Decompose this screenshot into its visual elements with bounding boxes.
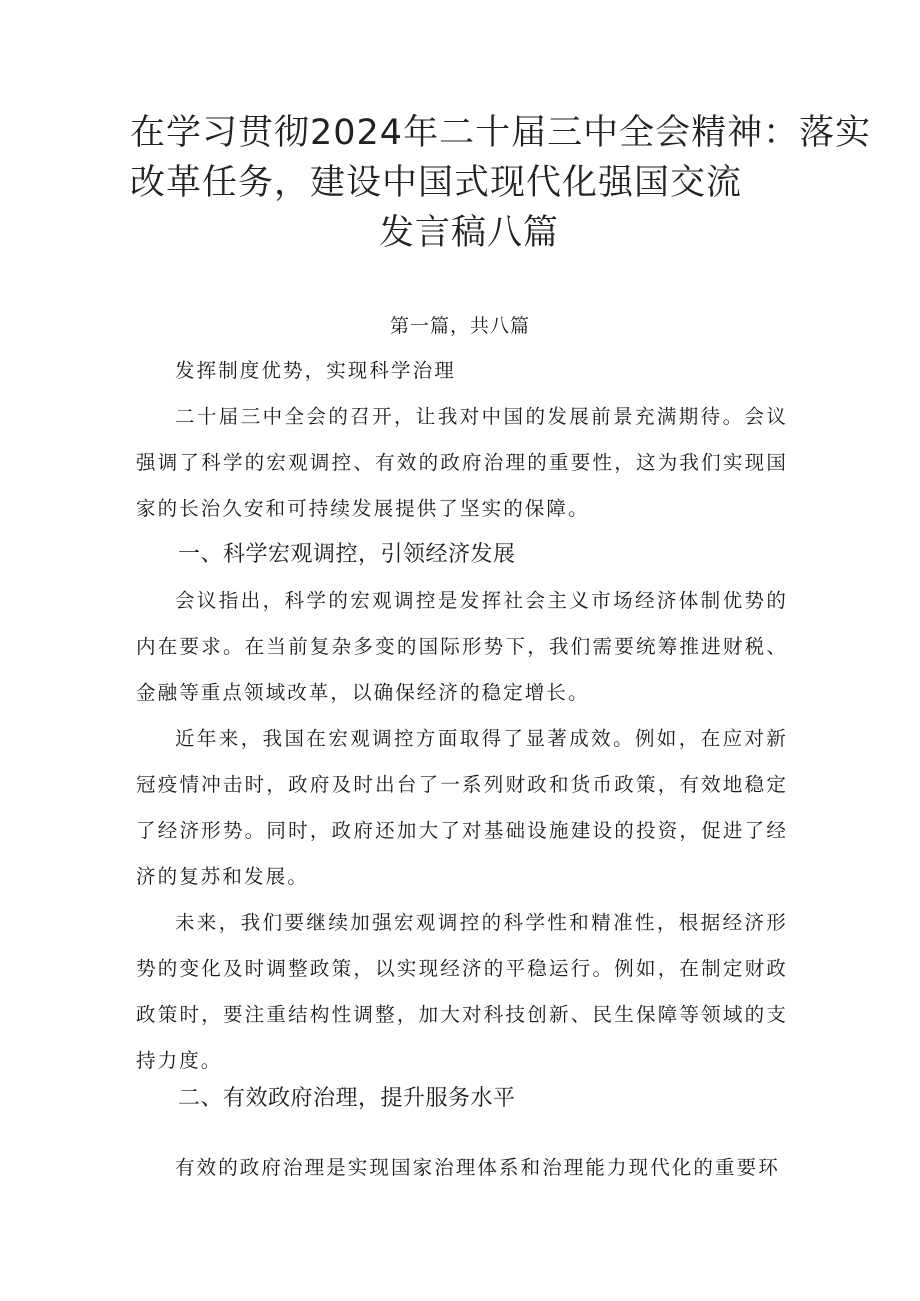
paragraph [136,1145,788,1191]
section-heading: 二、有效政府治理，提升服务水平 [178,1086,516,1111]
paragraph [136,394,788,532]
part-label: 第一篇，共八篇 [389,315,530,337]
title-line: 发言稿八篇 [378,213,559,253]
paragraph-text: 会议指出，科学的宏观调控是发挥社会主义市场经济体制优势的内在要求。在当前复杂多变的国际形势下，我们需要统筹推进财税、金融等重点领域改革，以确保经济的稳定增长。 [136,589,788,704]
paragraph [136,578,788,716]
paragraph-text: 二十届三中全会的召开，让我对中国的发展前景充满期待。会议强调了科学的宏观调控、有效的政府治理的重要性，这为我们实现国家的长治久安和可持续发展提供了坚实的保障。 [136,405,788,520]
paragraph [136,900,788,1084]
paragraph-text: 有效的政府治理是实现国家治理体系和治理能力现代化的重要环 [175,1156,780,1179]
paragraph-text: 近年来，我国在宏观调控方面取得了显著成效。例如，在应对新冠疫情冲击时，政府及时出台了一系列财政和货币政策，有效地稳定了经济形势。同时，政府还加大了对基础设施建设的投资，促进了经济的复苏和发展。 [136,727,788,888]
title-line: 在学习贯彻2024年二十届三中全会精神：落实 [130,113,872,153]
document-title [130,108,872,258]
section-subtitle [136,348,788,394]
section-heading: 一、科学宏观调控，引领经济发展 [178,542,516,567]
paragraph [136,716,788,900]
subtitle-text: 发挥制度优势，实现科学治理 [175,359,456,382]
paragraph-text: 未来，我们要继续加强宏观调控的科学性和精准性，根据经济形势的变化及时调整政策，以实现经济的平稳运行。例如，在制定财政政策时，要注重结构性调整，加大对科技创新、民生保障等领域的支持力度。 [136,911,788,1072]
title-line: 改革任务，建设中国式现代化强国交流 [130,163,743,203]
